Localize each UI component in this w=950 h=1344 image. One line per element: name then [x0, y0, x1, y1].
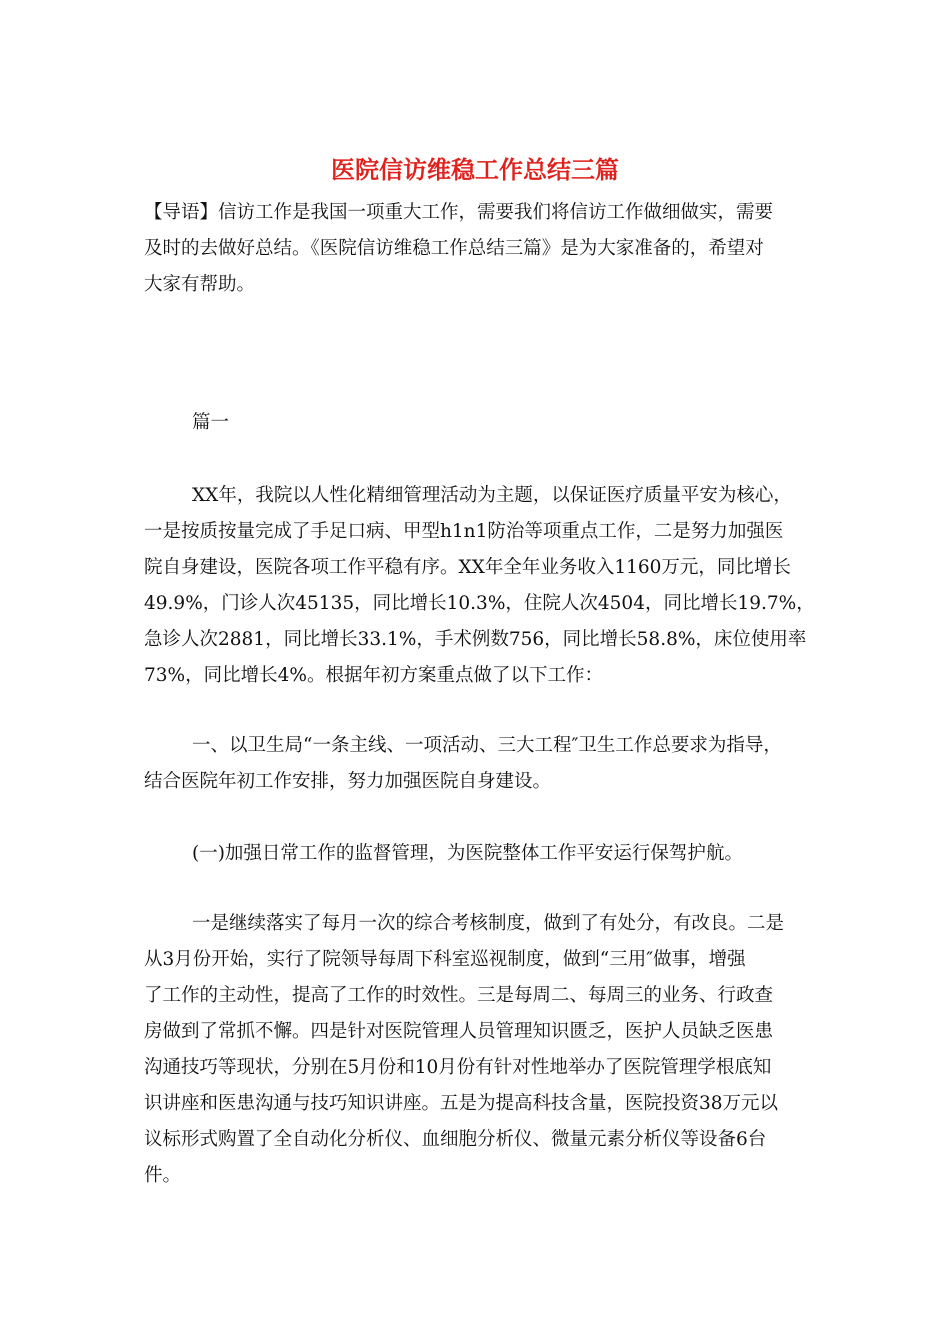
section-heading: 篇一 [192, 412, 230, 433]
intro-line: 及时的去做好总结。《医院信访维稳工作总结三篇》是为大家准备的，希望对 [144, 238, 764, 259]
paragraph-3 [144, 836, 824, 872]
paragraph-line: 了工作的主动性，提高了工作的时效性。三是每周二、每周三的业务、行政查 [144, 985, 774, 1006]
paragraph-line: 从3月份开始，实行了院领导每周下科室巡视制度，做到“三用″做事，增强 [144, 949, 746, 970]
paragraph-line: (一)加强日常工作的监督管理，为医院整体工作平安运行保驾护航。 [192, 843, 743, 864]
intro-line: 大家有帮助。 [144, 274, 256, 295]
paragraph-1 [144, 478, 824, 694]
paragraph-line: 件。 [144, 1165, 182, 1186]
paragraph-line: 急诊人次2881，同比增长33.1%，手术例数756，同比增长58.8%，床位使用率 [144, 629, 807, 650]
paragraph-line: 议标形式购置了全自动化分析仪、血细胞分析仪、微量元素分析仪等设备6台 [144, 1129, 767, 1150]
paragraph-2 [144, 728, 824, 800]
paragraph-line: XX年，我院以人性化精细管理活动为主题，以保证医疗质量平安为核心， [192, 485, 792, 506]
intro-paragraph [144, 195, 824, 303]
paragraph-line: 房做到了常抓不懈。四是针对医院管理人员管理知识匮乏，医护人员缺乏医患 [144, 1021, 774, 1042]
paragraph-line: 73%，同比增长4%。根据年初方案重点做了以下工作： [144, 665, 603, 686]
section-heading-block [144, 405, 824, 441]
paragraph-line: 结合医院年初工作安排，努力加强医院自身建设。 [144, 771, 552, 792]
paragraph-line: 一、以卫生局“一条主线、一项活动、三大工程″卫生工作总要求为指导， [192, 735, 782, 756]
intro-line: 【导语】信访工作是我国一项重大工作，需要我们将信访工作做细做实，需要 [144, 202, 774, 223]
paragraph-line: 49.9%，门诊人次45135，同比增长10.3%，住院人次4504，同比增长19.7%， [144, 593, 815, 614]
paragraph-line: 院自身建设，医院各项工作平稳有序。XX年全年业务收入1160万元，同比增长 [144, 557, 791, 578]
paragraph-4 [144, 906, 824, 1194]
document-title: 医院信访维稳工作总结三篇 [331, 155, 619, 184]
paragraph-line: 一是按质按量完成了手足口病、甲型h1n1防治等项重点工作，二是努力加强医 [144, 521, 784, 542]
paragraph-line: 沟通技巧等现状，分别在5月份和10月份有针对性地举办了医院管理学根底知 [144, 1057, 772, 1078]
paragraph-line: 识讲座和医患沟通与技巧知识讲座。五是为提高科技含量，医院投资38万元以 [144, 1093, 779, 1114]
paragraph-line: 一是继续落实了每月一次的综合考核制度，做到了有处分，有改良。二是 [192, 913, 785, 934]
